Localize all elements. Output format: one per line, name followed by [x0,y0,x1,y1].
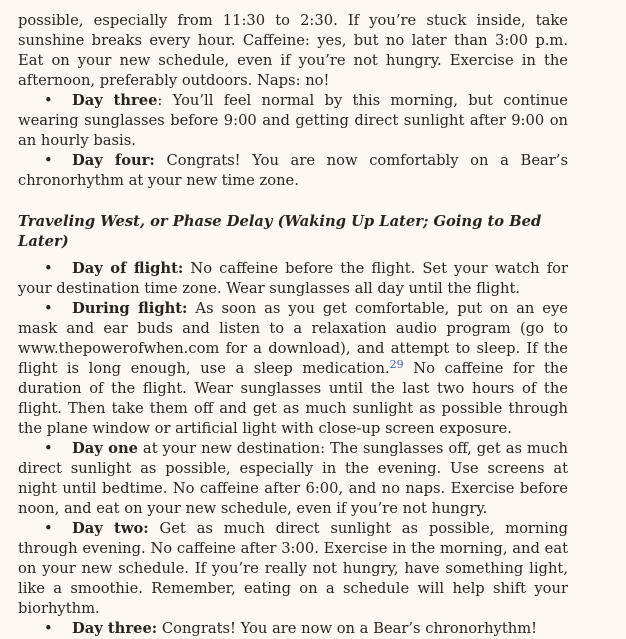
west-day-two-lead: Day two: [72,520,149,537]
west-during-flight-text-a: As soon as you get comfortable, put on an eye mask and ear buds and listen to a relaxation audio program (go to www.thepowerofwhen.com for a download), and attempt to sleep. If the flight is long enough, use a sleep medication. [18,300,568,377]
east-day-four-text: Congrats! You are now comfortably on a Bear’s chronorhythm at your new time zone. [18,152,569,189]
bullet-dot: • [44,92,53,109]
west-day-three-text: Congrats! You are now on a Bear’s chronorhythm! [157,620,538,637]
west-during-flight-lead: During flight: [72,300,188,317]
west-day-three-item [18,619,568,639]
west-day-of-flight-text: No caffeine before the flight. Set your watch for your destination time zone. Wear sunglasses all day until the flight. [18,260,568,297]
west-day-one-item [18,439,568,519]
east-day-three-text: : You’ll feel normal by this morning, but continue wearing sunglasses before 9:00 and getting direct sunlight after 9:00 on an hourly basis. [18,92,568,149]
east-day-three-lead: Day three [72,92,158,109]
west-day-of-flight-item [18,259,568,299]
east-day-four-item [18,151,568,191]
bullet-dot: • [44,260,53,277]
east-day-four-lead: Day four: [72,152,155,169]
west-section-heading: Traveling West, or Phase Delay (Waking Up Later; Going to Bed Later) [18,213,542,250]
west-during-flight-item [18,299,568,439]
west-day-of-flight-lead: Day of flight: [72,260,184,277]
bullet-dot: • [44,440,53,457]
west-during-flight-text-b: No caffeine for the duration of the flight. Wear sunglasses until the last two hours of the flight. Then take them off and get as much sunlight as possible through the plane window or artificial light with close-up screen exposure. [18,360,568,437]
bullet-dot: • [44,300,53,317]
intro-paragraph [18,11,568,91]
bullet-dot: • [44,620,53,637]
west-day-three-lead: Day three: [72,620,158,637]
intro-text: possible, especially from 11:30 to 2:30. If you’re stuck inside, take sunshine breaks every hour. Caffeine: yes, but no later than 3:00 p.m. Eat on your new schedule, even if you’re not hungry. Exercise in the afternoon, preferably outdoors. Naps: no! [18,12,568,89]
west-day-two-item [18,519,568,619]
west-day-two-text: Get as much direct sunlight as possible, morning through evening. No caffeine after 3:00. Exercise in the morning, and eat on your new schedule. If you’re really not hungry, have something light, like a smoothie. Remember, eating on a schedule will help shift your biorhythm. [18,520,568,617]
footnote-link[interactable]: 29 [389,358,404,371]
west-day-one-text: at your new destination: The sunglasses off, get as much direct sunlight as possible, especially in the evening. Use screens at night until bedtime. No caffeine after 6:00, and no naps. Exercise before noon, and eat on your new schedule, even if you’re not hungry. [18,440,568,517]
west-day-one-lead: Day one [72,440,138,457]
bullet-dot: • [44,152,53,169]
bullet-dot: • [44,520,53,537]
east-day-three-item [18,91,568,151]
